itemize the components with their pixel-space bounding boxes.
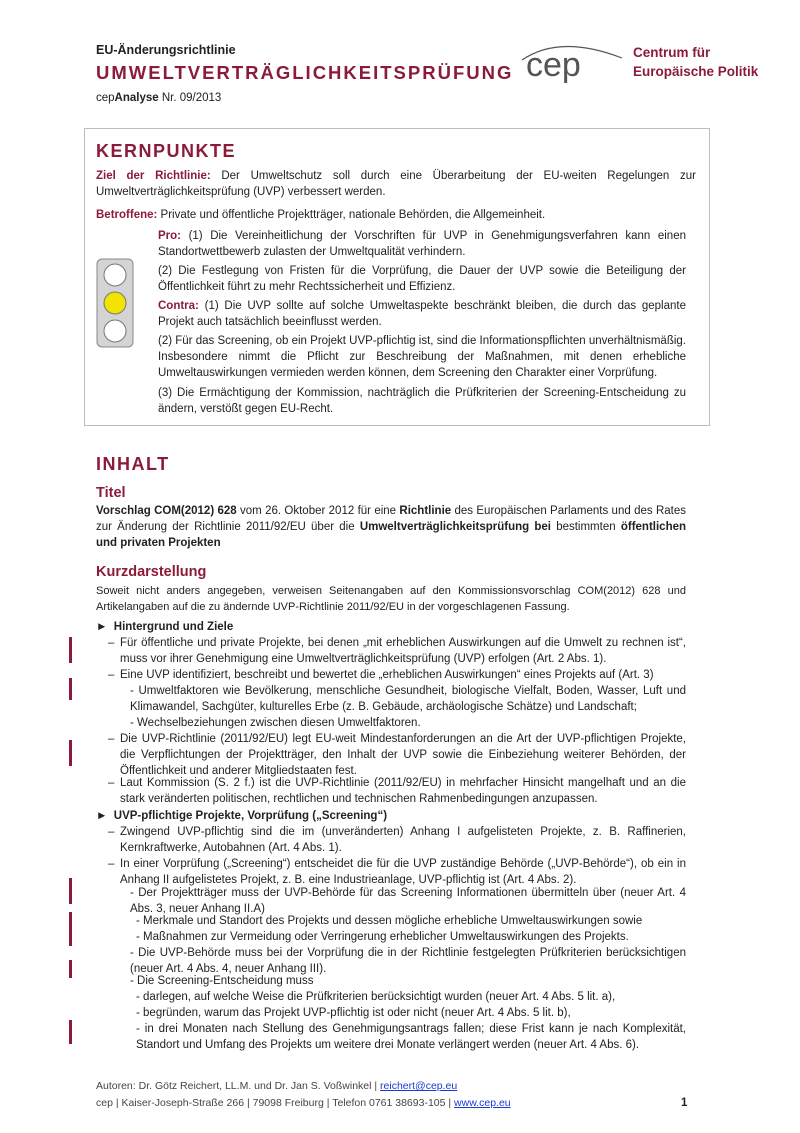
contra-2: (2) Für das Screening, ob ein Projekt UVP-pflichtig ist, sind die Informationspflichten unverhältnismäßig. Insbesondere nimmt die Pflicht zur Beschreibung der Maßnahmen, mit denen erhebliche Umweltauswirkungen vermieden werden können, dem Screening den Charakter einer Vorprüfung. <box>158 335 686 379</box>
titel-heading: Titel <box>96 485 126 501</box>
margin-bar <box>69 912 72 946</box>
dash-bullet: – <box>108 669 115 681</box>
margin-bar <box>69 1020 72 1044</box>
analyse-nr: Nr. 09/2013 <box>158 92 222 104</box>
margin-bar <box>69 637 72 663</box>
margin-bar <box>69 740 72 766</box>
betroffene-text: Private und öffentliche Projektträger, nationale Behörden, die Allgemeinheit. <box>157 209 546 221</box>
footer-address-text: cep | Kaiser-Joseph-Straße 266 | 79098 Freiburg | Telefon 0761 38693-105 | <box>96 1097 455 1109</box>
list-item: - Die UVP-Behörde muss bei der Vorprüfung die in der Richtlinie festgelegten Prüfkriterien berücksichtigen (neuer Art. 4 Abs. 4, neuer Anhang III). <box>130 947 686 975</box>
traffic-light-icon <box>96 258 134 348</box>
list-item: In einer Vorprüfung („Screening“) entscheidet die für die UVP zuständige Behörde („UVP-Behörde“), ob ein in Anhang II aufgelistetes Projekt, z. B. eine Industrieanlage, UVP-pflichtig ist (Art. 4 Abs. 2). <box>120 858 686 886</box>
ziel-paragraph <box>96 168 696 200</box>
margin-bar <box>69 878 72 904</box>
pro-1-text: (1) Die Vereinheitlichung der Vorschriften für UVP in Genehmigungsverfahren kann einen Standortwettbewerb zulasten der Umweltqualität verhindern. <box>158 230 686 258</box>
titel-part-7: öffentlichen und privaten Projekten <box>96 521 687 549</box>
footer-website-link[interactable]: www.cep.eu <box>454 1097 511 1109</box>
list-item: - Die Screening-Entscheidung muss <box>130 975 314 987</box>
traffic-light-bottom <box>104 320 126 342</box>
titel-part-2: vom 26. Oktober 2012 für eine <box>236 505 400 517</box>
section-screening-heading <box>96 808 387 824</box>
list-item: Die UVP-Richtlinie (2011/92/EU) legt EU-weit Mindestanforderungen an die Art der UVP-pflichtigen Projekte, die Verpflichtungen der Projektträger, den Inhalt der UVP sowie die Einbeziehung weiterer Behörden, der Öffentlichkeit und anderer Mitgliedstaaten fest. <box>120 733 686 777</box>
titel-part-3: Richtlinie <box>399 505 452 517</box>
contra-1-text: (1) Die UVP sollte auf solche Umweltaspekte beschränkt bleiben, die durch das geplante Projekt auch tatsächlich beeinflusst werden. <box>158 300 686 328</box>
list-item: - begründen, warum das Projekt UVP-pflichtig ist oder nicht (neuer Art. 4 Abs. 5 lit. b), <box>136 1007 571 1019</box>
pro-label: Pro: <box>158 230 181 242</box>
dash-bullet: – <box>108 777 115 789</box>
list-item: Eine UVP identifiziert, beschreibt und bewertet die „erheblichen Auswirkungen“ eines Projekts auf (Art. 3) <box>120 669 654 681</box>
org-line-1: Centrum für <box>633 45 711 60</box>
traffic-light-middle <box>104 292 126 314</box>
pro-2: (2) Die Festlegung von Fristen für die Vorprüfung, die Dauer der UVP sowie die Beteiligung der Öffentlichkeit führt zu mehr Rechtssicherheit und Effizienz. <box>158 265 686 293</box>
list-item: - Umweltfaktoren wie Bevölkerung, menschliche Gesundheit, biologische Vielfalt, Boden, Wasser, Luft und Klimawandel, Sachgüter, kulturelles Erbe (z. B. Gebäude, archäologische Schätze) und Landschaft; <box>130 685 686 713</box>
betroffene-label: Betroffene: <box>96 209 158 221</box>
cep-logo <box>520 36 624 86</box>
contra-label: Contra: <box>158 300 199 312</box>
section-hintergrund-label: Hintergrund und Ziele <box>113 621 234 633</box>
list-item: Für öffentliche und private Projekte, bei denen „mit erheblichen Auswirkungen auf die Umwelt zu rechnen ist“, muss vor ihrer Genehmigung eine Umweltverträglichkeitsprüfung (UVP) erfolgen (Art. 2 Abs. 1). <box>120 637 686 665</box>
list-item: - Wechselbeziehungen zwischen diesen Umweltfaktoren. <box>130 717 421 729</box>
kurzdarstellung-heading: Kurzdarstellung <box>96 564 207 580</box>
organisation-name <box>633 43 758 81</box>
document-subtitle: EU-Änderungsrichtlinie <box>96 43 236 57</box>
list-item: - in drei Monaten nach Stellung des Genehmigungsantrags fallen; diese Frist kann je nach Komplexität, Standort und Umfang des Projekts um weitere drei Monate verlängert werden (neuer Art. 4 Abs. 6). <box>136 1023 686 1051</box>
list-item: - Merkmale und Standort des Projekts und dessen mögliche erhebliche Umweltauswirkungen sowie <box>136 915 643 927</box>
list-item: - Der Projektträger muss der UVP-Behörde für das Screening Informationen übermitteln über (neuer Art. 4 Abs. 3, neuer Anhang II.A) <box>130 887 686 915</box>
footer-address <box>96 1097 511 1109</box>
document-title: UMWELTVERTRÄGLICHKEITSPRÜFUNG <box>96 62 514 83</box>
titel-part-1: Vorschlag COM(2012) 628 <box>96 505 237 517</box>
list-item: Zwingend UVP-pflichtig sind die im (unveränderten) Anhang I aufgelisteten Projekte, z. B. Raffinerien, Kernkraftwerke, Autobahnen (Art. 4 Abs. 1). <box>120 826 686 854</box>
ziel-text: Der Umweltschutz soll durch eine Überarbeitung der EU-weiten Regelungen zur Umweltverträglichkeitsprüfung (UVP) verbessert werden. <box>96 170 696 198</box>
dash-bullet: – <box>108 826 115 838</box>
list-item: Laut Kommission (S. 2 f.) ist die UVP-Richtlinie (2011/92/EU) in mehrfacher Hinsicht mangelhaft und an die stark veränderten politischen, rechtlichen und technischen Rahmenbedingungen anzupassen. <box>120 777 686 805</box>
dash-bullet: – <box>108 637 115 649</box>
section-screening-label: UVP-pflichtige Projekte, Vorprüfung („Screening“) <box>113 810 388 822</box>
margin-bar <box>69 678 72 700</box>
titel-part-4: des Europäischen Parlaments und des Rates zur Änderung der Richtlinie 2011/92/EU über die <box>96 505 686 533</box>
dash-bullet: – <box>108 858 115 870</box>
section-hintergrund-heading <box>96 619 233 635</box>
analyse-prefix: cep <box>96 92 115 104</box>
org-line-2: Europäische Politik <box>633 64 759 79</box>
betroffene-paragraph <box>96 207 696 223</box>
analyse-number <box>96 92 221 104</box>
bullet-arrow-icon: ► <box>96 810 114 822</box>
titel-part-6: bestimmten <box>550 521 621 533</box>
footer-email-link[interactable]: reichert@cep.eu <box>380 1080 458 1092</box>
margin-bar <box>69 960 72 978</box>
page-number: 1 <box>681 1097 688 1109</box>
footer-authors-text: Autoren: Dr. Götz Reichert, LL.M. und Dr. Jan S. Voßwinkel | <box>96 1080 381 1092</box>
titel-paragraph <box>96 503 686 551</box>
inhalt-title: INHALT <box>96 454 170 474</box>
titel-part-5: Umweltverträglichkeitsprüfung bei <box>359 521 551 533</box>
bullet-arrow-icon: ► <box>96 621 114 633</box>
kurzdarstellung-intro: Soweit nicht anders angegeben, verweisen Seitenangaben auf den Kommissionsvorschlag COM(2012) 628 und Artikelangaben auf die zu ändernde UVP-Richtlinie 2011/92/EU in der vorgeschlagenen Fassung. <box>96 585 686 613</box>
analyse-word: Analyse <box>114 92 159 104</box>
dash-bullet: – <box>108 733 115 745</box>
traffic-light-top <box>104 264 126 286</box>
contra-1 <box>158 298 686 330</box>
list-item: - Maßnahmen zur Vermeidung oder Verringerung erheblicher Umweltauswirkungen des Projekts. <box>136 931 629 943</box>
cep-logo-text: cep <box>526 46 581 84</box>
kernpunkte-title: KERNPUNKTE <box>96 141 237 161</box>
ziel-label: Ziel der Richtlinie: <box>96 170 211 182</box>
pro-1 <box>158 228 686 260</box>
footer-authors <box>96 1080 457 1092</box>
list-item: - darlegen, auf welche Weise die Prüfkriterien berücksichtigt wurden (neuer Art. 4 Abs. 5 lit. a), <box>136 991 616 1003</box>
contra-3: (3) Die Ermächtigung der Kommission, nachträglich die Prüfkriterien der Screening-Entscheidung zu ändern, verstößt gegen EU-Recht. <box>158 387 686 415</box>
